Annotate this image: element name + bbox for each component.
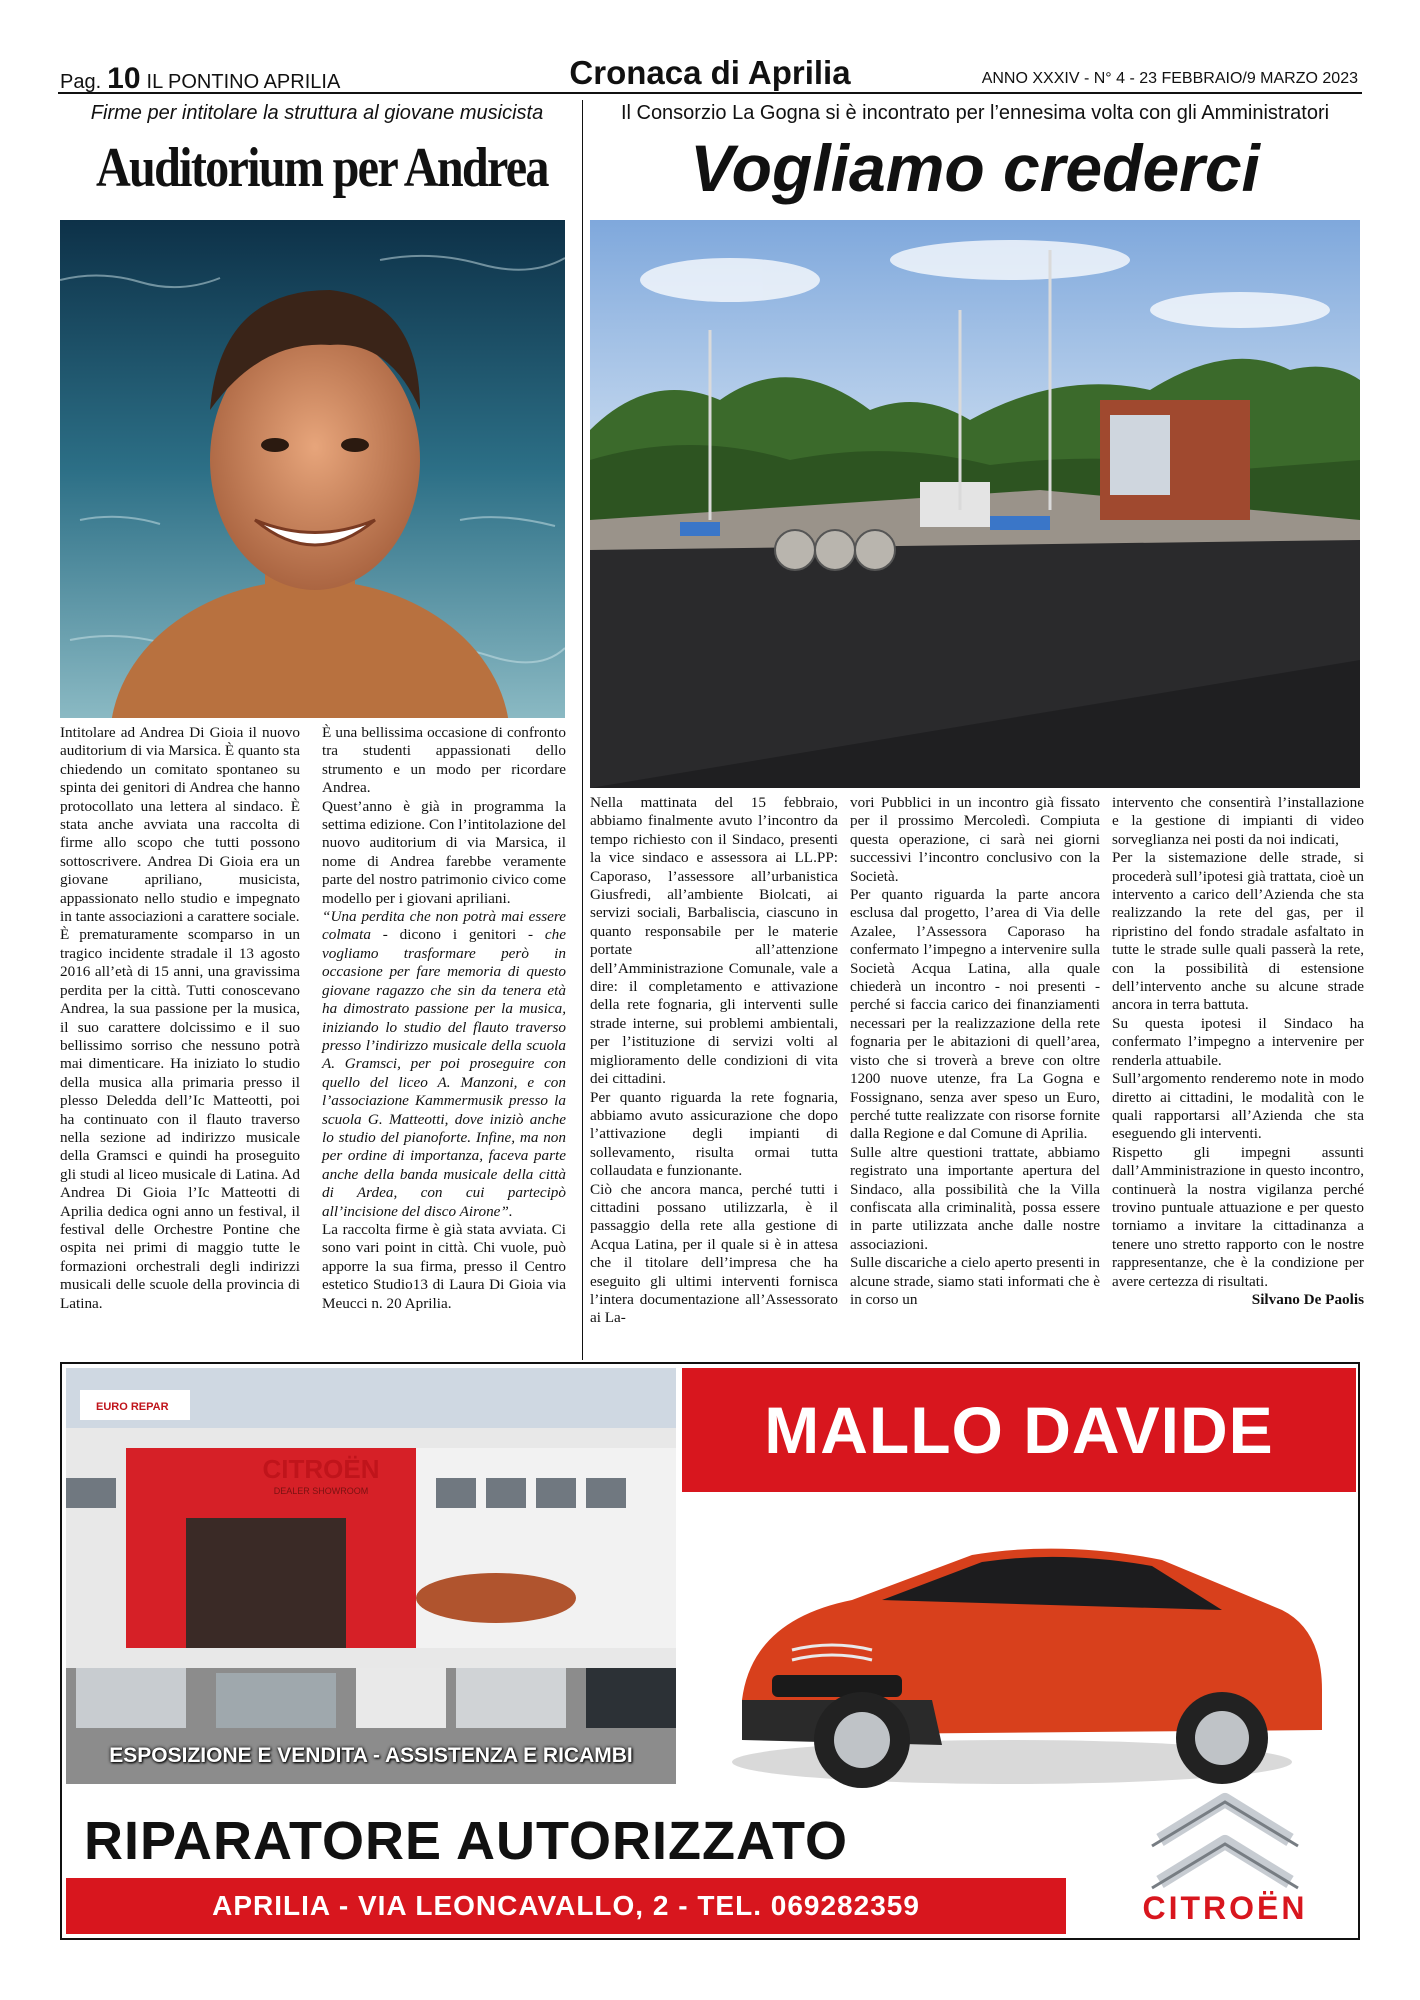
right-article-column-2 [850, 794, 1100, 1309]
quote-part: - che vogliamo trasformare però in occasione per fare memoria di questo giovane ragazzo che sin da tenera età ha dimostrato passione per la musica, iniziando lo studio del flauto traverso presso l’indirizzo musicale della scuola A. Gramsci, per poi proseguire con quello del liceo A. Manzoni, e con l’associazione Kammermusik presso la scuola G. Matteotti, dove iniziò anche lo studio del pianoforte. Infine, ma non per ordine di importanza, faceva parte anche della banda musicale della città di Ardea, con cui partecipò all’incisione del disco Airone”. [322, 926, 566, 1220]
quote-attribution: - dicono i genitori [370, 926, 529, 944]
right-article-column-3 [1112, 794, 1364, 1309]
right-article-headline: Vogliamo crederci [690, 131, 1260, 205]
paragraph: È una bellissima occasione di confronto tra studenti appassionati dello strumento e un modo per ricordare Andrea. [322, 724, 566, 797]
photo-construction-site [590, 220, 1360, 788]
paragraph: Per quanto riguarda la parte ancora esclusa dal progetto, l’area di Via delle Azalee, l’Assessora Caporaso ha confermato l’impegno a intervenire sulla Società Acqua Latina, alla quale chiederà un incontro - noi presenti - perché si faccia carico dei finanziamenti necessari per la realizzazione della rete fognaria per le abitazioni di quell’area, visto che si troverà a breve con oltre 1200 nuove utenze, fra La Gogna e Fossignano, senza aver speso un Euro, perché tutte realizzate con risorse fornite dalla Regione e dal Comune di Aprilia. [850, 886, 1100, 1143]
article-author: Silvano De Paolis [1251, 1290, 1364, 1308]
paragraph: Sulle altre questioni trattate, abbiamo registrato una importante apertura del Sindaco, alla possibilità che la Villa confiscata alla criminalità, possa essere in parte utilizzata anche dalle nostre associazioni. [850, 1143, 1100, 1253]
paragraph: La raccolta firme è già stata avviata. Ci sono vari point in città. Chi vuole, può apporre la sua firma, presso il Centro estetico Studio13 di Laura Di Gioia via Meucci n. 20 Aprilia. [322, 1220, 566, 1312]
header-rule [58, 92, 1362, 94]
paragraph: vori Pubblici in un incontro già fissato per il prossimo Mercoledì. Compiuta questa operazione, ci sarà nei giorni successivi l’incontro conclusivo con la Società. [850, 794, 1100, 885]
paragraph: È prematuramente scomparso in un tragico incidente stradale il 13 agosto 2016 all’età di 15 anni, una gravissima perdita per la città. Tutti conoscevano Andrea, la sua passione per la musica, il suo carattere dolcissimo e il suo bellissimo sorriso che nessuno potrà mai dimenticare. Ha iniziato lo studio della musica alla primaria presso il plesso Deledda dell’Ic Matteotti, poi ha continuato con il flauto traverso nella sezione ad indirizzo musicale della Gramsci e quindi ha proseguito gli studi al liceo musicale di Latina. Ad Andrea Di Gioia l’Ic Matteotti di Aprilia dedica ogni anno un festival, il festival delle Orchestre Pontine che ospita nei primi di maggio tutte le formazioni orchestrali degli indirizzi musicali delle scuole della provincia di Latina. [60, 926, 300, 1312]
right-article-column-1 [590, 794, 838, 1328]
right-article-kicker: Il Consorzio La Gogna si è incontrato per l’ennesima volta con gli Amministratori [620, 102, 1330, 124]
dealer-name-banner: MALLO DAVIDE [682, 1368, 1356, 1492]
left-article-column-2 [322, 724, 566, 1313]
left-article-headline: Auditorium per Andrea [95, 137, 548, 199]
left-article-kicker: Firme per intitolare la struttura al giovane musicista [90, 102, 544, 124]
paragraph: intervento che consentirà l’installazione e la gestione di impianti di video sorveglianza nei posti da noi indicati, [1112, 794, 1364, 848]
paragraph: Per quanto riguarda la rete fognaria, abbiamo avuto assicurazione che dopo l’attivazione degli impianti di sollevamento, risulta ormai tutta collaudata e funzionante. [590, 1088, 838, 1180]
car-image [682, 1500, 1356, 1800]
page-number: 10 [107, 62, 141, 95]
page-prefix: Pag. [60, 71, 102, 93]
photo-andrea [60, 220, 565, 718]
paragraph: Quest’anno è già in programma la settima edizione. Con l’intitolazione del nuovo auditorium di via Marsica, il nome di Andrea farebbe veramente parte del nostro patrimonio civico come modello per i giovani apriliani. [322, 797, 566, 907]
ad-headline: RIPARATORE AUTORIZZATO [84, 1811, 848, 1871]
paragraph: Su questa ipotesi il Sindaco ha confermato l’impegno a intervenire per renderla attuabile. [1112, 1014, 1364, 1069]
section-title: Cronaca di Aprilia [569, 54, 851, 91]
paragraph: Ciò che ancora manca, perché tutti i cittadini possano utilizzarla, è il passaggio della rete alla gestione di Acqua Latina, per il quale si è in attesa che il titolare dell’impresa che ha eseguito gli ultimi interventi fornisca l’intera documentazione all’Assessorato ai La- [590, 1180, 838, 1327]
paper-name: IL PONTINO APRILIA [146, 71, 341, 93]
paragraph: Intitolare ad Andrea Di Gioia il nuovo auditorium di via Marsica. È quanto sta chiedendo un comitato spontaneo su spinta dei genitori di Andrea che hanno protocollato una lettera al sindaco. È stata anche avviata una raccolta di firme allo scopo che tutti possono sottoscrivere. Andrea Di Gioia era un giovane apriliano, musicista, appassionato nello studio e impegnato in tante associazioni a carattere sociale. [60, 724, 300, 926]
ad-tagline: ESPOSIZIONE E VENDITA - ASSISTENZA E RICAMBI [109, 1744, 633, 1767]
citroen-wordmark: CITROËN [1142, 1890, 1308, 1926]
paragraph: Sulle discariche a cielo aperto presenti in alcune strade, siamo stati informati che è in corso un [850, 1254, 1100, 1308]
eurorepar-sign: EURO REPAR [96, 1401, 169, 1413]
issue-info: ANNO XXXIV - N° 4 - 23 FEBBRAIO/9 MARZO 2023 [981, 70, 1358, 87]
left-article-column-1 [60, 724, 300, 1313]
paragraph: Nella mattinata del 15 febbraio, abbiamo finalmente avuto l’incontro da tempo richiesto con il Sindaco, presenti la vice sindaco e assessora ai LL.PP: Caporaso, l’assessore all’urbanistica Giusfredi, all’ambiente Biolcati, ai servizi sociali, Barbaliscia, ciascuno in quanto responsabile per le materie portate all’attenzione dell’Amministrazione Comunale, vale a dire: il completamento e attivazione della rete fognaria, gli interventi sulle strade interne, sui problemi ambientali, per l’istituzione di servizi volti al miglioramento delle condizioni di vita dei cittadini. [590, 794, 838, 1088]
paragraph: Per la sistemazione delle strade, si procederà sull’ipotesi già trattata, cioè un intervento a carico dell’Azienda che sta realizzando la rete del gas, per il ripristino del fondo stradale asfaltato in tutte le strade sulle quali passerà la rete, con la possibilità di estensione dell’intervento anche su alcune strade ancora in terra battuta. [1112, 849, 1364, 1014]
column-divider [582, 100, 583, 1360]
dealership-photo [66, 1368, 676, 1784]
parents-quote [322, 908, 566, 1221]
showroom-sign: CITROËN [262, 1454, 380, 1484]
page-folio [60, 62, 340, 96]
ad-address-bar: APRILIA - VIA LEONCAVALLO, 2 - TEL. 069282359 [66, 1878, 1066, 1934]
paragraph: Rispetto gli impegni assunti dall’Amministrazione in questo incontro, continuerà la nostra vigilanza perché trovino puntuale attuazione e per questo torniamo a invitare la cittadinanza a tenere uno stretto rapporto con le nostre rappresentanze, che è la condizione per avere certezza di risultati. [1112, 1143, 1364, 1290]
showroom-sign-sub: DEALER SHOWROOM [273, 1486, 369, 1496]
quote-part: “Una perdita che non potrà mai essere colmata [322, 908, 566, 944]
paragraph: Sull’argomento renderemo note in modo diretto ai cittadini, le modalità con le quali rapportarsi all’Azienda che sta eseguendo gli interventi. [1112, 1070, 1364, 1143]
